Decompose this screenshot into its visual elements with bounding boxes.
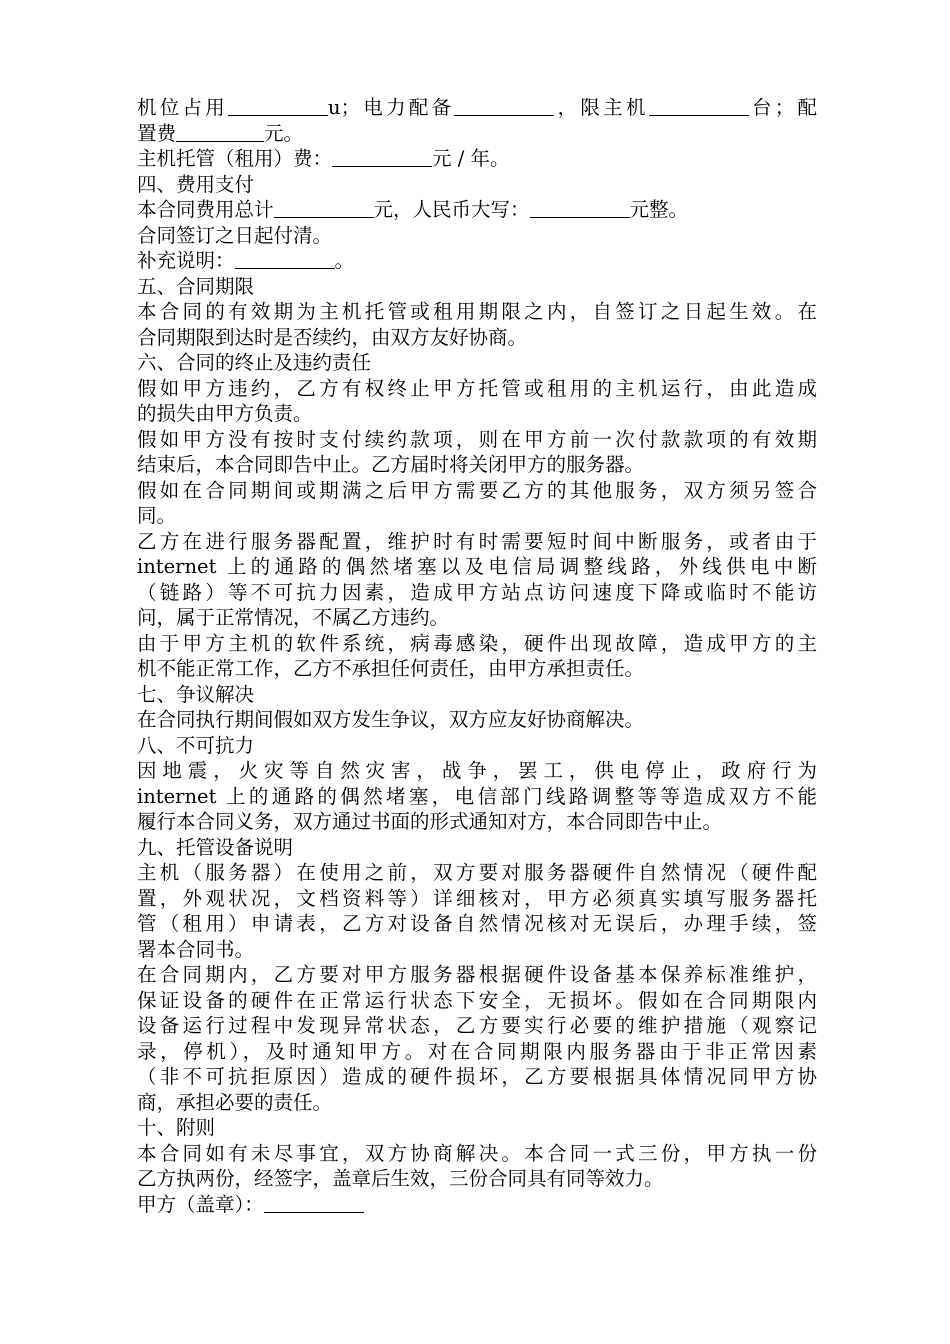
text: 台；配 — [748, 96, 817, 119]
paragraph-line: 署本合同书。 — [137, 937, 255, 961]
paragraph-line: 假如在合同期间或期满之后甲方需要乙方的其他服务，双方须另签合 — [137, 478, 817, 502]
section-title: 五、合同期限 — [137, 274, 255, 298]
paragraph-line: 主机（服务器）在使用之前，双方要对服务器硬件自然情况（硬件配 — [137, 861, 817, 884]
paragraph-line: 管（租用）申请表，乙方对设备自然情况核对无误后，办理手续，签 — [137, 912, 817, 935]
text: 元整。 — [629, 198, 689, 221]
paragraph-line: 合同期限到达时是否续约，由双方友好协商。 — [137, 325, 528, 349]
paragraph-line: 同。 — [137, 504, 177, 527]
paragraph-line: 本合同的有效期为主机托管或租用期限之内，自签订之日起生效。在 — [137, 300, 817, 323]
fees-line-2 — [137, 121, 817, 147]
paragraph-line: 在合同执行期间假如双方发生争议，双方应友好协商解决。 — [137, 708, 645, 731]
signature-line-party-a — [137, 1192, 817, 1218]
paragraph-line: 由于甲方主机的软件系统，病毒感染，硬件出现故障，造成甲方的主 — [137, 631, 817, 655]
blank-field[interactable] — [454, 96, 554, 116]
text: 主机托管（租用）费： — [137, 147, 333, 170]
paragraph-line: 乙方执两份，经签字，盖章后生效，三份合同具有同等效力。 — [137, 1167, 664, 1190]
section-title: 四、费用支付 — [137, 172, 255, 196]
paragraph-line: 商，承担必要的责任。 — [137, 1090, 333, 1114]
text: 补充说明： — [137, 249, 235, 272]
text: 元。 — [264, 121, 304, 145]
blank-field[interactable] — [228, 96, 328, 116]
paragraph-line: 录，停机），及时通知甲方。对在合同期限内服务器由于非正常因素 — [137, 1039, 817, 1063]
blank-field[interactable] — [649, 96, 749, 116]
section-title: 七、争议解决 — [137, 682, 255, 706]
text: 机位占用 — [137, 96, 229, 119]
section-title: 十、附则 — [137, 1116, 216, 1139]
blank-field[interactable] — [176, 122, 264, 142]
section-title: 八、不可抗力 — [137, 733, 255, 757]
hosting-fee-line — [137, 146, 817, 172]
section-title: 六、合同的终止及违约责任 — [137, 351, 372, 374]
text: 甲方（盖章）： — [137, 1192, 264, 1216]
blank-field[interactable] — [332, 147, 432, 167]
signature-blank[interactable] — [264, 1193, 364, 1213]
paragraph-line: 问，属于正常情况，不属乙方违约。 — [137, 606, 450, 629]
text: 。 — [334, 249, 355, 272]
fees-line-1 — [137, 95, 817, 121]
paragraph-line: 乙方在进行服务器配置，维护时有时需要短时间中断服务，或者由于 — [137, 529, 817, 553]
paragraph-line: 履行本合同义务，双方通过书面的形式通知对方，本合同即告中止。 — [137, 810, 723, 833]
total-fee-line — [137, 197, 817, 223]
paragraph-line: 保证设备的硬件在正常运行状态下安全，无损坏。假如在合同期限内 — [137, 988, 817, 1012]
text: 本合同费用总计 — [137, 198, 274, 221]
text: 元，人民币大写： — [373, 198, 530, 221]
paragraph-line: 合同签订之日起付清。 — [137, 223, 333, 247]
paragraph-line: 机不能正常工作，乙方不承担任何责任，由甲方承担责任。 — [137, 657, 645, 680]
paragraph-line: internet 上的通路的偶然堵塞以及电信局调整线路，外线供电中断 — [137, 555, 817, 578]
note-line — [137, 248, 817, 274]
paragraph-line: 设备运行过程中发现异常状态，乙方要实行必要的维护措施（观察记 — [137, 1014, 817, 1037]
paragraph-line: 假如甲方违约，乙方有权终止甲方托管或租用的主机运行，由此造成 — [137, 376, 817, 400]
paragraph-line: 在合同期内，乙方要对甲方服务器根据硬件设备基本保养标准维护， — [137, 963, 817, 986]
section-title: 九、托管设备说明 — [137, 835, 294, 859]
contract-page — [137, 95, 817, 1217]
text: u；电力配备 — [328, 96, 455, 119]
text: ，限主机 — [554, 96, 649, 119]
paragraph-line: 置，外观状况，文档资料等）详细核对，甲方必须真实填写服务器托 — [137, 886, 817, 910]
blank-field[interactable] — [530, 198, 630, 218]
paragraph-line: 因地震，火灾等自然灾害，战争，罢工，供电停止，政府行为 — [137, 759, 817, 782]
text: 元 / 年。 — [432, 147, 510, 170]
blank-field[interactable] — [235, 249, 335, 269]
paragraph-line: 假如甲方没有按时支付续约款项，则在甲方前一次付款款项的有效期 — [137, 427, 817, 451]
paragraph-line: （非不可抗拒原因）造成的硬件损坏，乙方要根据具体情况同甲方协 — [137, 1065, 817, 1088]
paragraph-line: 结束后，本合同即告中止。乙方届时将关闭甲方的服务器。 — [137, 453, 645, 476]
paragraph-line: （链路）等不可抗力因素，造成甲方站点访问速度下降或临时不能访 — [137, 580, 817, 604]
text: 置费 — [137, 121, 177, 145]
blank-field[interactable] — [274, 198, 374, 218]
paragraph-line: 本合同如有未尽事宜，双方协商解决。本合同一式三份，甲方执一份 — [137, 1141, 817, 1165]
paragraph-line: 的损失由甲方负责。 — [137, 402, 313, 425]
paragraph-line: internet 上的通路的偶然堵塞，电信部门线路调整等等造成双方不能 — [137, 784, 817, 808]
